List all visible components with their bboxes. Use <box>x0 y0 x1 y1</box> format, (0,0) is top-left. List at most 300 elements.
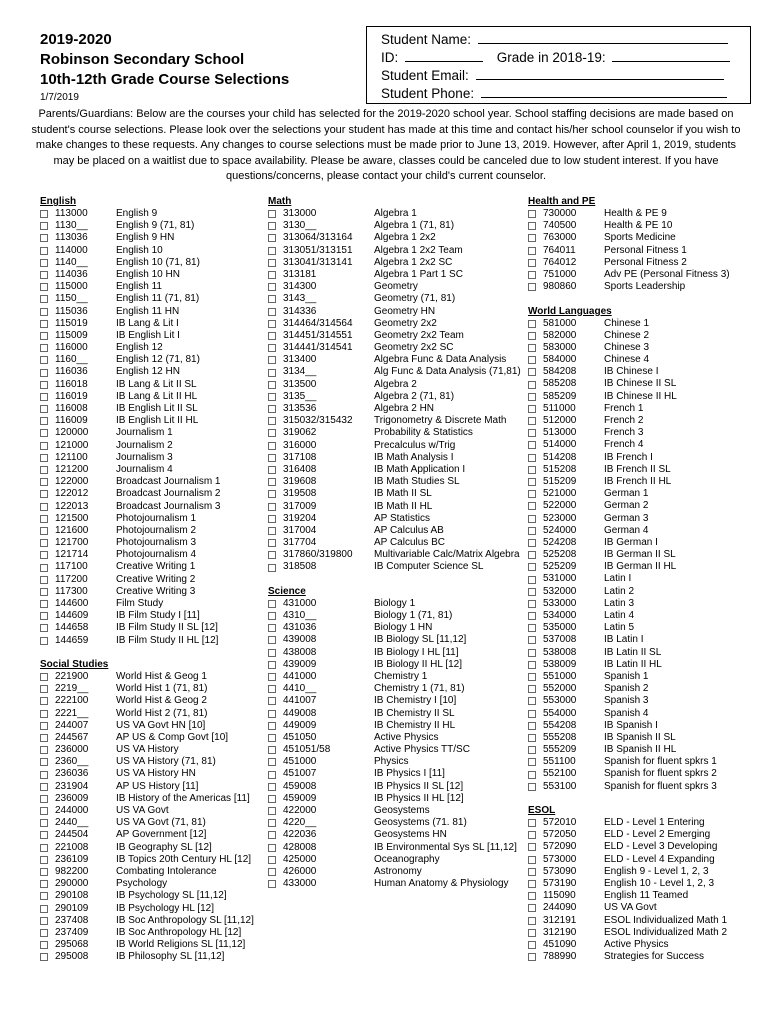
course-checkbox[interactable] <box>268 454 276 462</box>
course-checkbox[interactable] <box>528 515 536 523</box>
student-id-row[interactable] <box>381 49 740 67</box>
course-checkbox[interactable] <box>40 624 48 632</box>
course-checkbox[interactable] <box>268 393 276 401</box>
course-checkbox[interactable] <box>528 649 536 657</box>
course-checkbox[interactable] <box>528 685 536 693</box>
course-row[interactable] <box>40 488 262 500</box>
course-row[interactable] <box>40 354 262 366</box>
course-checkbox[interactable] <box>268 880 276 888</box>
course-row[interactable] <box>40 939 262 951</box>
course-checkbox[interactable] <box>528 868 536 876</box>
course-row[interactable] <box>528 537 750 549</box>
course-checkbox[interactable] <box>528 710 536 718</box>
course-checkbox[interactable] <box>528 892 536 900</box>
course-checkbox[interactable] <box>268 685 276 693</box>
course-checkbox[interactable] <box>528 563 536 571</box>
course-row[interactable] <box>40 306 262 318</box>
course-row[interactable] <box>268 854 530 866</box>
course-row[interactable] <box>40 683 262 695</box>
course-row[interactable] <box>268 537 530 549</box>
course-row[interactable] <box>528 732 750 744</box>
course-row[interactable] <box>40 501 262 513</box>
course-row[interactable] <box>40 574 262 586</box>
course-checkbox[interactable] <box>528 441 536 449</box>
course-checkbox[interactable] <box>528 222 536 230</box>
course-checkbox[interactable] <box>40 905 48 913</box>
course-checkbox[interactable] <box>40 758 48 766</box>
course-checkbox[interactable] <box>40 868 48 876</box>
course-row[interactable] <box>268 452 530 464</box>
course-checkbox[interactable] <box>268 758 276 766</box>
course-checkbox[interactable] <box>528 356 536 364</box>
course-checkbox[interactable] <box>528 746 536 754</box>
course-row[interactable] <box>528 866 750 878</box>
course-row[interactable] <box>528 890 750 902</box>
course-row[interactable] <box>528 781 750 793</box>
course-row[interactable] <box>40 854 262 866</box>
course-row[interactable] <box>40 671 262 683</box>
course-checkbox[interactable] <box>40 722 48 730</box>
course-row[interactable] <box>268 793 530 805</box>
course-row[interactable] <box>40 427 262 439</box>
course-row[interactable] <box>40 793 262 805</box>
course-row[interactable] <box>268 768 530 780</box>
course-checkbox[interactable] <box>528 783 536 791</box>
course-row[interactable] <box>268 695 530 707</box>
student-email-row[interactable] <box>381 67 740 85</box>
course-checkbox[interactable] <box>268 283 276 291</box>
course-checkbox[interactable] <box>268 783 276 791</box>
course-checkbox[interactable] <box>268 332 276 340</box>
course-row[interactable] <box>40 610 262 622</box>
course-row[interactable] <box>268 403 530 415</box>
course-checkbox[interactable] <box>40 442 48 450</box>
course-row[interactable] <box>268 549 530 561</box>
course-row[interactable] <box>40 293 262 305</box>
course-checkbox[interactable] <box>528 417 536 425</box>
course-checkbox[interactable] <box>528 210 536 218</box>
course-checkbox[interactable] <box>528 551 536 559</box>
course-row[interactable] <box>528 342 750 354</box>
course-checkbox[interactable] <box>40 356 48 364</box>
course-checkbox[interactable] <box>528 722 536 730</box>
course-checkbox[interactable] <box>268 697 276 705</box>
course-checkbox[interactable] <box>40 539 48 547</box>
course-row[interactable] <box>40 549 262 561</box>
course-checkbox[interactable] <box>268 417 276 425</box>
course-row[interactable] <box>40 403 262 415</box>
course-row[interactable] <box>40 220 262 232</box>
course-checkbox[interactable] <box>528 636 536 644</box>
course-row[interactable] <box>528 232 750 244</box>
course-checkbox[interactable] <box>528 612 536 620</box>
course-row[interactable] <box>268 476 530 488</box>
course-row[interactable] <box>528 439 750 451</box>
course-checkbox[interactable] <box>528 588 536 596</box>
course-row[interactable] <box>528 318 750 330</box>
course-row[interactable] <box>40 476 262 488</box>
course-row[interactable] <box>528 829 750 841</box>
course-row[interactable] <box>268 708 530 720</box>
course-checkbox[interactable] <box>528 843 536 851</box>
course-checkbox[interactable] <box>268 308 276 316</box>
course-checkbox[interactable] <box>268 795 276 803</box>
course-row[interactable] <box>528 378 750 390</box>
course-checkbox[interactable] <box>268 844 276 852</box>
course-row[interactable] <box>268 683 530 695</box>
course-checkbox[interactable] <box>528 429 536 437</box>
course-row[interactable] <box>40 586 262 598</box>
course-checkbox[interactable] <box>268 503 276 511</box>
course-checkbox[interactable] <box>40 697 48 705</box>
course-checkbox[interactable] <box>40 771 48 779</box>
course-row[interactable] <box>40 744 262 756</box>
course-row[interactable] <box>40 537 262 549</box>
course-row[interactable] <box>268 232 530 244</box>
course-row[interactable] <box>40 817 262 829</box>
course-row[interactable] <box>268 781 530 793</box>
course-row[interactable] <box>528 269 750 281</box>
course-row[interactable] <box>528 841 750 853</box>
course-row[interactable] <box>268 379 530 391</box>
course-row[interactable] <box>268 756 530 768</box>
course-row[interactable] <box>528 610 750 622</box>
course-row[interactable] <box>528 951 750 963</box>
course-checkbox[interactable] <box>268 405 276 413</box>
course-checkbox[interactable] <box>268 600 276 608</box>
course-row[interactable] <box>40 415 262 427</box>
course-row[interactable] <box>40 732 262 744</box>
course-checkbox[interactable] <box>528 247 536 255</box>
course-checkbox[interactable] <box>268 210 276 218</box>
course-row[interactable] <box>528 415 750 427</box>
course-checkbox[interactable] <box>268 746 276 754</box>
course-checkbox[interactable] <box>528 831 536 839</box>
course-row[interactable] <box>40 866 262 878</box>
course-row[interactable] <box>528 695 750 707</box>
course-row[interactable] <box>268 671 530 683</box>
course-checkbox[interactable] <box>40 417 48 425</box>
course-row[interactable] <box>40 232 262 244</box>
course-checkbox[interactable] <box>268 515 276 523</box>
course-checkbox[interactable] <box>528 454 536 462</box>
course-row[interactable] <box>528 671 750 683</box>
course-checkbox[interactable] <box>40 795 48 803</box>
course-checkbox[interactable] <box>268 429 276 437</box>
course-checkbox[interactable] <box>528 953 536 961</box>
course-row[interactable] <box>40 525 262 537</box>
course-checkbox[interactable] <box>40 503 48 511</box>
course-checkbox[interactable] <box>40 612 48 620</box>
course-checkbox[interactable] <box>528 624 536 632</box>
course-checkbox[interactable] <box>528 673 536 681</box>
course-row[interactable] <box>40 318 262 330</box>
course-row[interactable] <box>528 561 750 573</box>
course-checkbox[interactable] <box>268 612 276 620</box>
course-checkbox[interactable] <box>40 807 48 815</box>
course-row[interactable] <box>528 257 750 269</box>
course-row[interactable] <box>40 720 262 732</box>
course-checkbox[interactable] <box>40 344 48 352</box>
course-row[interactable] <box>528 744 750 756</box>
course-row[interactable] <box>40 842 262 854</box>
course-checkbox[interactable] <box>40 234 48 242</box>
course-row[interactable] <box>528 927 750 939</box>
course-checkbox[interactable] <box>528 271 536 279</box>
course-checkbox[interactable] <box>268 381 276 389</box>
course-row[interactable] <box>40 464 262 476</box>
course-row[interactable] <box>40 598 262 610</box>
course-checkbox[interactable] <box>528 320 536 328</box>
course-row[interactable] <box>528 220 750 232</box>
course-row[interactable] <box>528 817 750 829</box>
course-checkbox[interactable] <box>40 856 48 864</box>
course-checkbox[interactable] <box>528 661 536 669</box>
course-row[interactable] <box>40 379 262 391</box>
course-row[interactable] <box>528 488 750 500</box>
course-row[interactable] <box>268 354 530 366</box>
course-checkbox[interactable] <box>40 819 48 827</box>
course-checkbox[interactable] <box>268 868 276 876</box>
course-row[interactable] <box>528 573 750 585</box>
course-checkbox[interactable] <box>268 527 276 535</box>
course-row[interactable] <box>40 635 262 647</box>
course-checkbox[interactable] <box>268 673 276 681</box>
course-checkbox[interactable] <box>40 746 48 754</box>
course-row[interactable] <box>268 306 530 318</box>
course-row[interactable] <box>528 915 750 927</box>
course-checkbox[interactable] <box>40 259 48 267</box>
course-checkbox[interactable] <box>268 771 276 779</box>
course-checkbox[interactable] <box>528 880 536 888</box>
course-row[interactable] <box>528 452 750 464</box>
course-row[interactable] <box>528 549 750 561</box>
course-checkbox[interactable] <box>268 539 276 547</box>
course-row[interactable] <box>268 598 530 610</box>
course-checkbox[interactable] <box>268 259 276 267</box>
course-checkbox[interactable] <box>40 454 48 462</box>
course-row[interactable] <box>528 708 750 720</box>
course-checkbox[interactable] <box>268 734 276 742</box>
course-row[interactable] <box>268 744 530 756</box>
course-row[interactable] <box>528 939 750 951</box>
course-checkbox[interactable] <box>40 369 48 377</box>
course-row[interactable] <box>528 476 750 488</box>
course-row[interactable] <box>268 464 530 476</box>
course-checkbox[interactable] <box>528 405 536 413</box>
course-row[interactable] <box>40 695 262 707</box>
course-row[interactable] <box>528 366 750 378</box>
course-row[interactable] <box>528 598 750 610</box>
course-checkbox[interactable] <box>528 466 536 474</box>
course-row[interactable] <box>268 659 530 671</box>
course-row[interactable] <box>40 245 262 257</box>
course-row[interactable] <box>528 768 750 780</box>
course-row[interactable] <box>40 915 262 927</box>
course-checkbox[interactable] <box>268 344 276 352</box>
course-row[interactable] <box>40 622 262 634</box>
course-checkbox[interactable] <box>40 527 48 535</box>
course-checkbox[interactable] <box>40 783 48 791</box>
course-checkbox[interactable] <box>528 771 536 779</box>
course-row[interactable] <box>40 391 262 403</box>
course-checkbox[interactable] <box>40 381 48 389</box>
course-checkbox[interactable] <box>40 271 48 279</box>
course-checkbox[interactable] <box>40 429 48 437</box>
course-row[interactable] <box>268 427 530 439</box>
course-checkbox[interactable] <box>40 673 48 681</box>
course-checkbox[interactable] <box>528 856 536 864</box>
course-checkbox[interactable] <box>528 344 536 352</box>
course-row[interactable] <box>40 366 262 378</box>
course-checkbox[interactable] <box>40 929 48 937</box>
course-row[interactable] <box>40 890 262 902</box>
course-checkbox[interactable] <box>268 490 276 498</box>
course-checkbox[interactable] <box>268 807 276 815</box>
course-row[interactable] <box>528 720 750 732</box>
course-row[interactable] <box>528 403 750 415</box>
course-row[interactable] <box>268 342 530 354</box>
course-row[interactable] <box>40 951 262 963</box>
course-checkbox[interactable] <box>40 844 48 852</box>
course-checkbox[interactable] <box>40 283 48 291</box>
course-row[interactable] <box>40 805 262 817</box>
course-row[interactable] <box>528 354 750 366</box>
course-row[interactable] <box>40 903 262 915</box>
course-checkbox[interactable] <box>40 685 48 693</box>
course-checkbox[interactable] <box>268 819 276 827</box>
course-checkbox[interactable] <box>528 283 536 291</box>
course-row[interactable] <box>268 829 530 841</box>
course-checkbox[interactable] <box>268 856 276 864</box>
course-checkbox[interactable] <box>40 320 48 328</box>
course-row[interactable] <box>40 257 262 269</box>
course-row[interactable] <box>528 586 750 598</box>
course-checkbox[interactable] <box>528 490 536 498</box>
course-checkbox[interactable] <box>528 734 536 742</box>
course-checkbox[interactable] <box>268 831 276 839</box>
course-row[interactable] <box>268 440 530 452</box>
course-row[interactable] <box>528 854 750 866</box>
course-row[interactable] <box>528 513 750 525</box>
course-checkbox[interactable] <box>40 222 48 230</box>
course-row[interactable] <box>528 659 750 671</box>
course-row[interactable] <box>268 257 530 269</box>
course-row[interactable] <box>268 245 530 257</box>
course-checkbox[interactable] <box>268 636 276 644</box>
course-row[interactable] <box>268 610 530 622</box>
course-checkbox[interactable] <box>40 831 48 839</box>
course-checkbox[interactable] <box>40 515 48 523</box>
course-checkbox[interactable] <box>40 490 48 498</box>
course-row[interactable] <box>268 501 530 513</box>
course-checkbox[interactable] <box>268 478 276 486</box>
course-checkbox[interactable] <box>528 259 536 267</box>
course-checkbox[interactable] <box>528 917 536 925</box>
course-row[interactable] <box>268 817 530 829</box>
course-checkbox[interactable] <box>528 381 536 389</box>
course-row[interactable] <box>268 366 530 378</box>
course-row[interactable] <box>40 513 262 525</box>
course-row[interactable] <box>528 500 750 512</box>
course-checkbox[interactable] <box>268 369 276 377</box>
course-checkbox[interactable] <box>268 466 276 474</box>
course-row[interactable] <box>268 330 530 342</box>
course-checkbox[interactable] <box>40 892 48 900</box>
course-checkbox[interactable] <box>40 405 48 413</box>
course-row[interactable] <box>40 768 262 780</box>
course-checkbox[interactable] <box>528 332 536 340</box>
course-row[interactable] <box>528 245 750 257</box>
course-row[interactable] <box>268 318 530 330</box>
course-row[interactable] <box>528 647 750 659</box>
course-row[interactable] <box>528 464 750 476</box>
course-checkbox[interactable] <box>40 332 48 340</box>
course-checkbox[interactable] <box>40 564 48 572</box>
course-checkbox[interactable] <box>40 600 48 608</box>
course-row[interactable] <box>268 805 530 817</box>
course-checkbox[interactable] <box>268 710 276 718</box>
course-checkbox[interactable] <box>268 442 276 450</box>
course-checkbox[interactable] <box>528 576 536 584</box>
course-row[interactable] <box>528 878 750 890</box>
course-row[interactable] <box>528 902 750 914</box>
course-checkbox[interactable] <box>528 697 536 705</box>
course-checkbox[interactable] <box>40 637 48 645</box>
course-row[interactable] <box>268 878 530 890</box>
course-row[interactable] <box>268 732 530 744</box>
course-checkbox[interactable] <box>40 710 48 718</box>
course-checkbox[interactable] <box>40 295 48 303</box>
course-row[interactable] <box>40 756 262 768</box>
course-checkbox[interactable] <box>268 222 276 230</box>
course-checkbox[interactable] <box>40 941 48 949</box>
course-checkbox[interactable] <box>40 393 48 401</box>
course-checkbox[interactable] <box>268 551 276 559</box>
course-checkbox[interactable] <box>528 904 536 912</box>
course-row[interactable] <box>268 634 530 646</box>
course-row[interactable] <box>268 293 530 305</box>
course-row[interactable] <box>528 756 750 768</box>
course-row[interactable] <box>40 878 262 890</box>
course-row[interactable] <box>268 647 530 659</box>
course-checkbox[interactable] <box>268 624 276 632</box>
course-checkbox[interactable] <box>528 368 536 376</box>
course-checkbox[interactable] <box>528 502 536 510</box>
course-checkbox[interactable] <box>268 320 276 328</box>
course-checkbox[interactable] <box>40 308 48 316</box>
course-checkbox[interactable] <box>40 466 48 474</box>
course-row[interactable] <box>268 525 530 537</box>
course-checkbox[interactable] <box>528 234 536 242</box>
course-row[interactable] <box>40 829 262 841</box>
course-checkbox[interactable] <box>528 600 536 608</box>
course-row[interactable] <box>268 281 530 293</box>
course-row[interactable] <box>40 281 262 293</box>
course-checkbox[interactable] <box>40 953 48 961</box>
course-row[interactable] <box>528 634 750 646</box>
course-row[interactable] <box>528 427 750 439</box>
course-row[interactable] <box>268 488 530 500</box>
course-row[interactable] <box>40 561 262 573</box>
student-phone-row[interactable] <box>381 85 740 103</box>
course-checkbox[interactable] <box>40 734 48 742</box>
course-checkbox[interactable] <box>528 819 536 827</box>
course-row[interactable] <box>268 269 530 281</box>
course-row[interactable] <box>268 513 530 525</box>
course-row[interactable] <box>268 220 530 232</box>
course-checkbox[interactable] <box>528 393 536 401</box>
